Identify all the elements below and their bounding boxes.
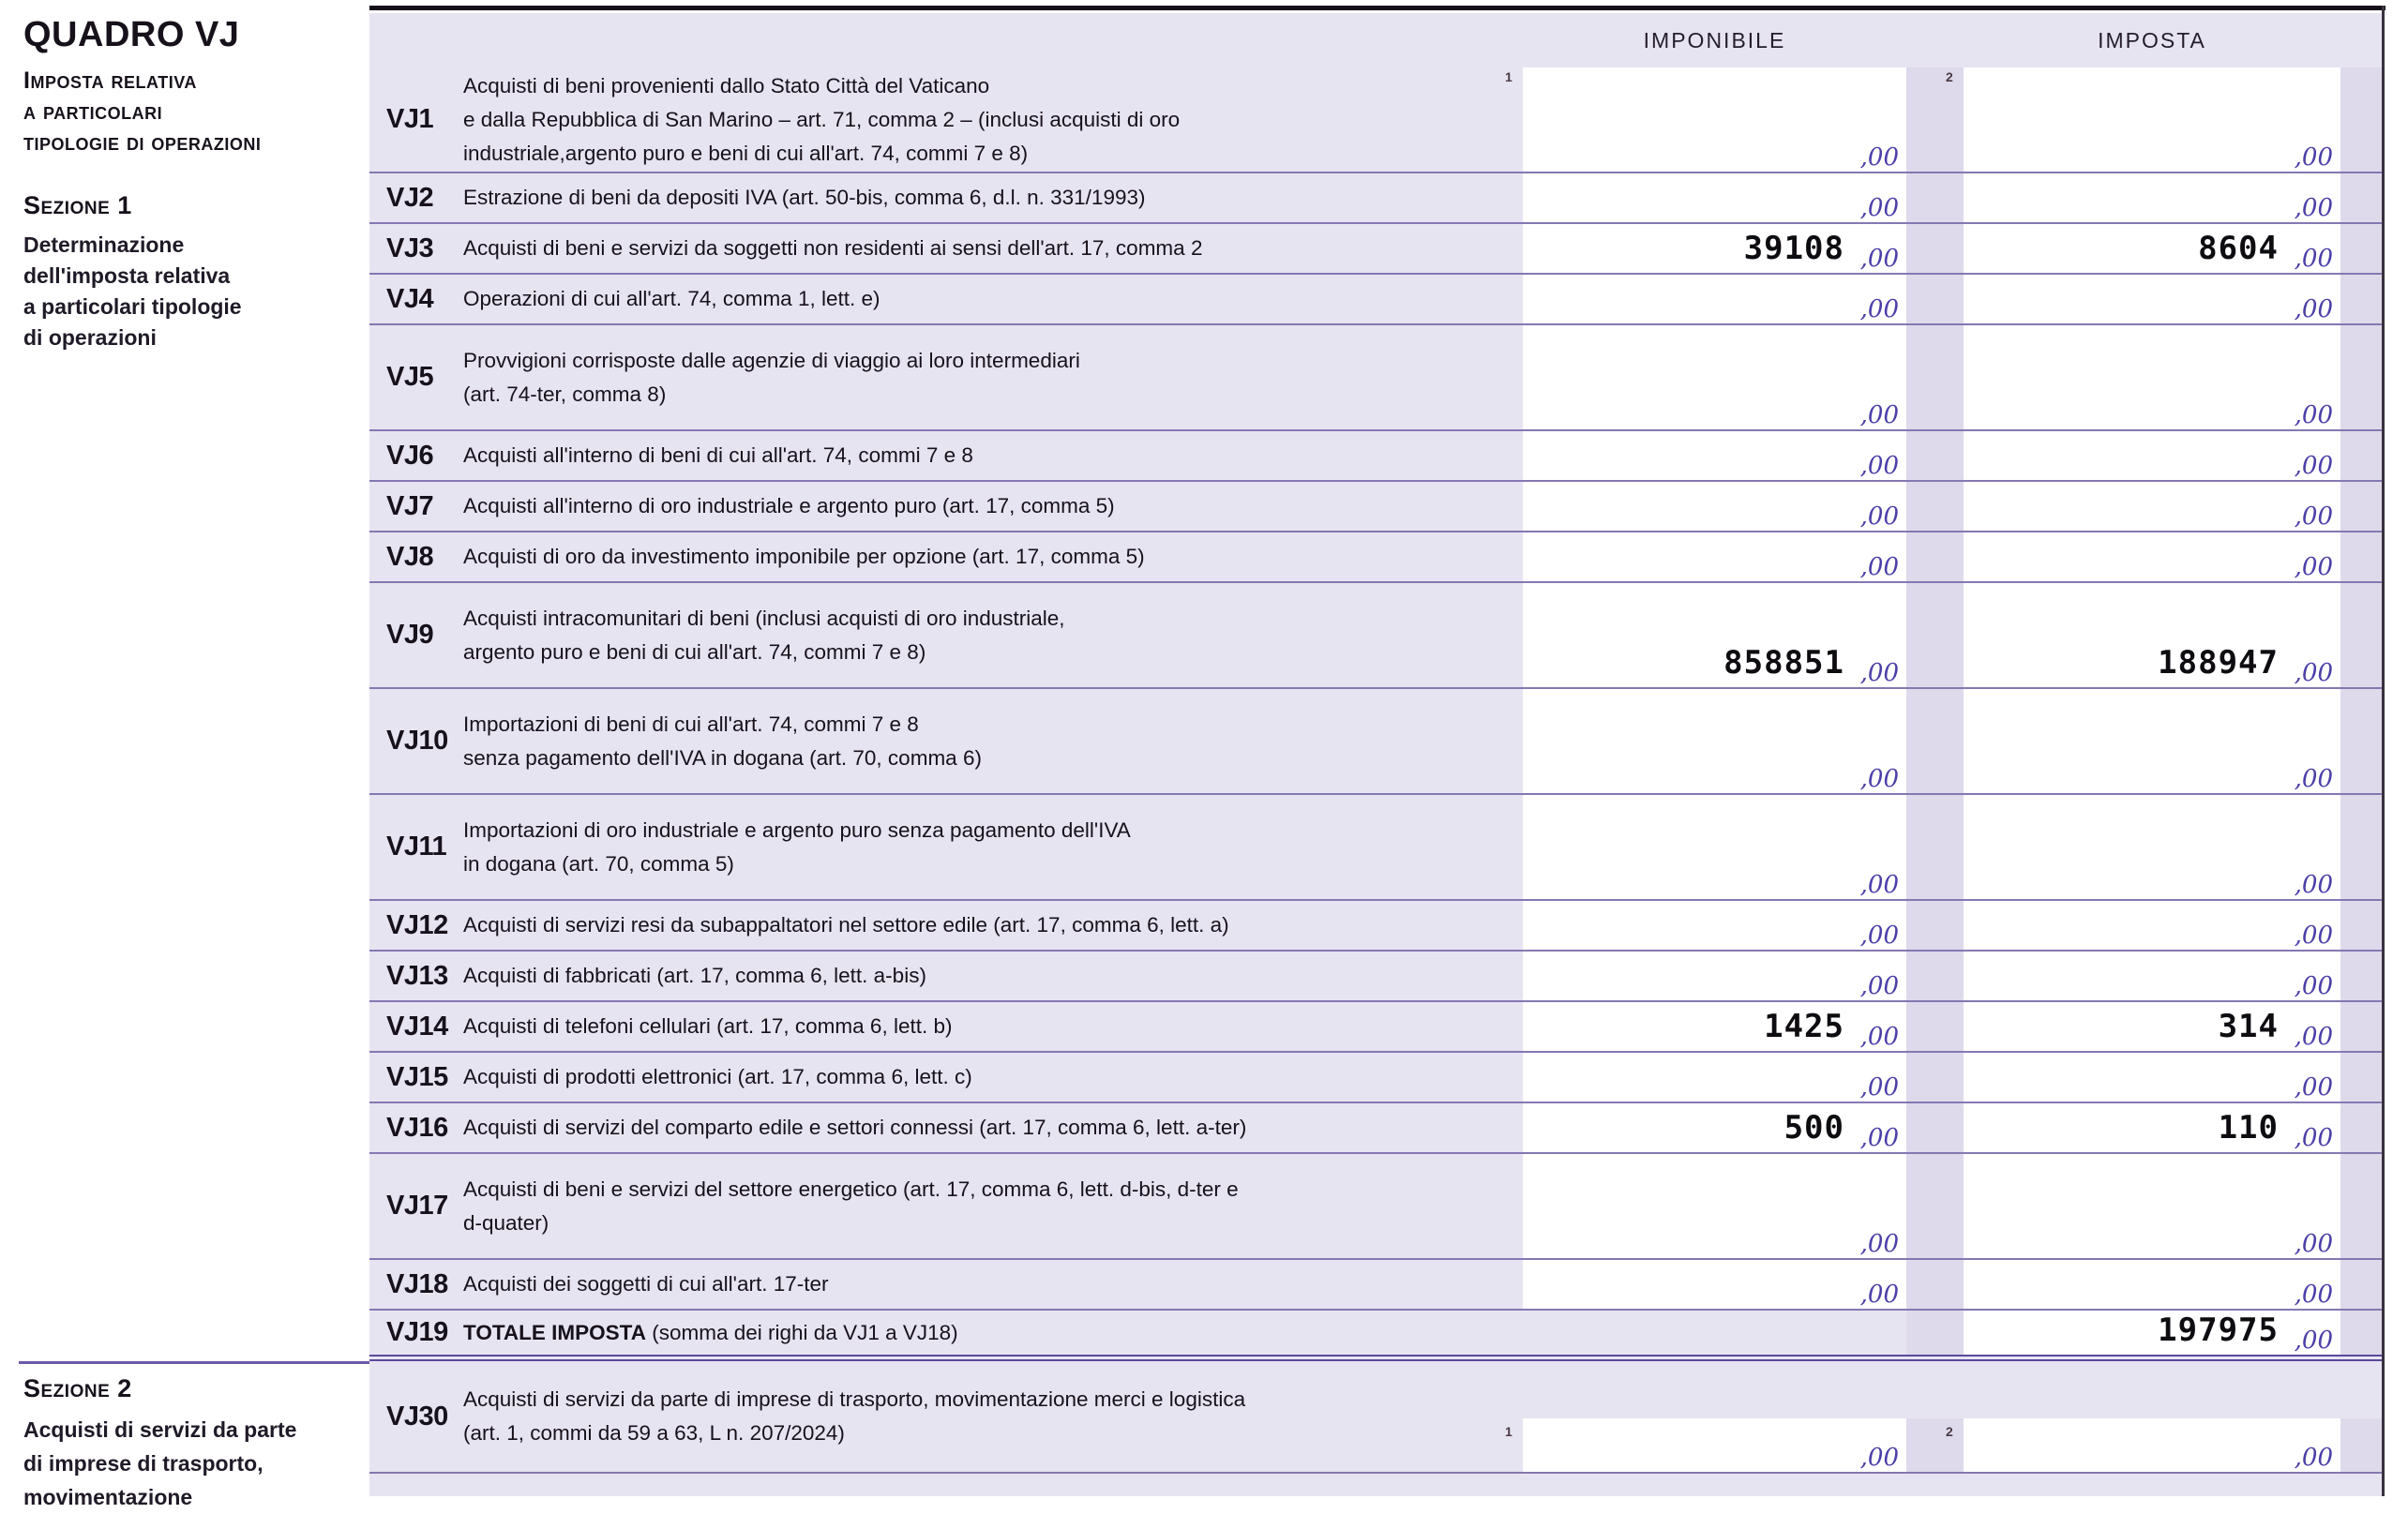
column-gap [1906, 901, 1964, 950]
row-description-VJ11 [463, 795, 1523, 899]
value-area-VJ4 [1523, 275, 2382, 323]
value-area-VJ30 [1505, 1418, 2382, 1472]
cents-label: ,00 [2294, 1327, 2333, 1355]
field-VJ19-imposta-value: 197975 [2158, 1312, 2279, 1349]
table-header [369, 13, 2382, 67]
cents-label: ,00 [2294, 1073, 2333, 1102]
row-inner-VJ10 [369, 689, 1523, 793]
field-VJ9-imponibile-value: 858851 [1723, 644, 1844, 682]
column-gap [1906, 482, 1964, 531]
field-VJ12-imposta[interactable] [1964, 901, 2340, 950]
field-VJ13-imponibile[interactable] [1523, 952, 1906, 1000]
field-VJ18-imponibile[interactable] [1523, 1260, 1906, 1309]
section1-note-line: dell'imposta relativa [23, 263, 231, 288]
cents-label: ,00 [1859, 502, 1899, 531]
description-line: Acquisti di servizi da parte di imprese di trasporto, movimentazione merci e logistica [463, 1387, 1246, 1411]
row-inner-VJ11 [369, 795, 1523, 899]
field-VJ3-imposta-value: 8604 [2198, 230, 2279, 267]
cents-label: ,00 [1859, 553, 1899, 581]
cents-label: ,00 [2294, 1023, 2333, 1051]
field-VJ6-imposta[interactable] [1964, 431, 2340, 480]
column-gap [1906, 1053, 1964, 1102]
field-VJ3-imponibile-value: 39108 [1743, 230, 1844, 267]
value-area-VJ11 [1523, 795, 2382, 899]
row-inner-VJ19 [369, 1311, 1523, 1355]
description-line: Acquisti di beni e servizi da soggetti non residenti ai sensi dell'art. 17, comma 2 [463, 236, 1203, 260]
row-description-VJ15 [463, 1053, 1523, 1102]
description-line: Acquisti di beni provenienti dallo Stato Città del Vaticano [463, 73, 990, 97]
field-VJ15-imponibile[interactable] [1523, 1053, 1906, 1102]
row-code-VJ9: VJ9 [386, 620, 434, 650]
right-pad [2340, 583, 2382, 687]
section2-block [23, 1374, 296, 1514]
cents-label: ,00 [2294, 245, 2333, 273]
description-line: Acquisti di fabbricati (art. 17, comma 6, lett. a-bis) [463, 964, 926, 987]
cents-label: ,00 [2294, 452, 2333, 480]
vj-table [369, 13, 2382, 1496]
cents-label: ,00 [2294, 295, 2333, 323]
row-code-VJ15: VJ15 [386, 1061, 448, 1092]
field-number-marker: 1 [1505, 69, 1513, 84]
column-gap [1906, 952, 1964, 1000]
field-VJ16-imponibile-value: 500 [1783, 1109, 1844, 1147]
row-description-VJ19 [463, 1311, 1523, 1355]
row-code-VJ5: VJ5 [386, 362, 434, 392]
form-subtitle [23, 66, 261, 158]
field-VJ16-imponibile[interactable] [1523, 1103, 1906, 1152]
row-code-VJ11: VJ11 [386, 832, 447, 862]
row-code-VJ30: VJ30 [386, 1401, 448, 1432]
description-line: Importazioni di oro industriale e argento puro senza pagamento dell'IVA [463, 817, 1131, 842]
field-VJ14-imposta[interactable] [1964, 1002, 2340, 1051]
table-row-VJ3 [369, 224, 2382, 275]
field-VJ16-imposta-value: 110 [2218, 1109, 2279, 1147]
field-VJ8-imponibile[interactable] [1523, 532, 1906, 581]
value-area-VJ15 [1523, 1053, 2382, 1102]
description-line: Operazioni di cui all'art. 74, comma 1, lett. e) [463, 287, 880, 310]
description-line: d-quater) [463, 1210, 549, 1235]
column-gap [1906, 1418, 1964, 1472]
table-row-VJ9 [369, 583, 2382, 689]
cents-label: ,00 [2294, 871, 2333, 899]
field-VJ17-imposta[interactable] [1964, 1154, 2340, 1258]
value-area-VJ19 [1523, 1311, 2382, 1355]
section1-note-line: di operazioni [23, 325, 157, 350]
section1-note-line: Determinazione [23, 232, 185, 257]
table-row-VJ30 [369, 1361, 2382, 1496]
row-code-VJ17: VJ17 [386, 1191, 448, 1221]
description-line [463, 1316, 1515, 1350]
right-pad [2340, 325, 2382, 429]
field-VJ12-imponibile[interactable] [1523, 901, 1906, 950]
description-line: Acquisti dei soggetti di cui all'art. 17-ter [463, 1272, 829, 1296]
field-VJ16-imposta[interactable] [1964, 1103, 2340, 1152]
column-gap [1906, 1002, 1964, 1051]
column-gap [1906, 224, 1964, 273]
sidebar [0, 0, 369, 1509]
form-subtitle-line: a particolari [23, 98, 163, 125]
description-line: (art. 74-ter, comma 8) [463, 382, 667, 406]
row-inner-VJ15 [369, 1053, 1523, 1102]
description-line: Acquisti di prodotti elettronici (art. 17, comma 6, lett. c) [463, 1065, 972, 1088]
right-pad [2340, 1311, 2382, 1355]
right-pad [2340, 901, 2382, 950]
field-VJ11-imposta[interactable] [1964, 795, 2340, 899]
top-border-line [17, 6, 2385, 10]
column-gap [1906, 689, 1964, 793]
right-pad [2340, 1002, 2382, 1051]
cents-label: ,00 [1859, 1230, 1899, 1258]
table-row-VJ13 [369, 952, 2382, 1002]
table-row-VJ15 [369, 1053, 2382, 1103]
table-row-VJ11 [369, 795, 2382, 901]
table-row-VJ17 [369, 1154, 2382, 1260]
cents-label: ,00 [1859, 765, 1899, 793]
cents-label: ,00 [2294, 553, 2333, 581]
row-description-VJ3 [463, 224, 1523, 273]
description-line: Acquisti di telefoni cellulari (art. 17, comma 6, lett. b) [463, 1014, 953, 1038]
cents-label: ,00 [2294, 1281, 2333, 1309]
row-inner-VJ14 [369, 1002, 1523, 1051]
description-line: Acquisti di servizi del comparto edile e settori connessi (art. 17, comma 6, lett. a-ter) [463, 1116, 1247, 1139]
cents-label: ,00 [1859, 922, 1899, 950]
row-description-VJ1 [463, 67, 1523, 172]
value-area-VJ9 [1523, 583, 2382, 687]
description-line: (art. 1, commi da 59 a 63, L n. 207/2024) [463, 1421, 845, 1445]
form-subtitle-line: tipologie di operazioni [23, 129, 262, 156]
row-code-VJ19: VJ19 [386, 1317, 448, 1347]
right-pad [2340, 689, 2382, 793]
right-pad [2340, 1260, 2382, 1309]
row-code-VJ6: VJ6 [386, 440, 434, 471]
field-VJ15-imposta[interactable] [1964, 1053, 2340, 1102]
right-pad [2340, 1103, 2382, 1152]
section2-note-line: movimentazione [23, 1485, 193, 1509]
cents-label: ,00 [2294, 502, 2333, 531]
field-VJ14-imponibile-value: 1425 [1764, 1008, 1844, 1045]
row-description-VJ8 [463, 532, 1523, 581]
row-code-VJ3: VJ3 [386, 232, 434, 263]
row-inner-VJ18 [369, 1260, 1523, 1309]
row-description-VJ6 [463, 431, 1523, 480]
right-pad [2340, 795, 2382, 899]
right-pad [2340, 1418, 2382, 1472]
value-area-VJ3 [1523, 224, 2382, 273]
field-VJ6-imponibile[interactable] [1523, 431, 1906, 480]
section1-note-line: a particolari tipologie [23, 294, 242, 319]
value-area-VJ14 [1523, 1002, 2382, 1051]
row-description-VJ4 [463, 275, 1523, 323]
right-pad [2340, 482, 2382, 531]
field-VJ1-imponibile[interactable] [1505, 67, 1906, 172]
right-pad [2340, 1053, 2382, 1102]
description-line: e dalla Repubblica di San Marino – art. 71, comma 2 – (inclusi acquisti di oro [463, 107, 1181, 131]
row-description-VJ7 [463, 482, 1523, 531]
right-pad [2340, 431, 2382, 480]
row-code-VJ14: VJ14 [386, 1011, 448, 1042]
field-VJ3-imposta[interactable] [1964, 224, 2340, 273]
description-line: Acquisti all'interno di beni di cui all'art. 74, commi 7 e 8 [463, 443, 973, 467]
cents-label: ,00 [2294, 401, 2333, 429]
field-VJ4-imposta[interactable] [1964, 275, 2340, 323]
field-VJ1-imposta[interactable] [1946, 67, 2340, 172]
cents-label: ,00 [1859, 194, 1899, 222]
field-VJ10-imponibile[interactable] [1523, 689, 1906, 793]
cents-label: ,00 [1859, 1073, 1899, 1102]
description-line: Acquisti di servizi resi da subappaltatori nel settore edile (art. 17, comma 6, lett. a) [463, 913, 1229, 937]
column-gap [1906, 325, 1964, 429]
field-number-marker: 2 [1946, 69, 1953, 84]
cents-label: ,00 [2294, 765, 2333, 793]
row-inner-VJ6 [369, 431, 1523, 480]
table-row-VJ14 [369, 1002, 2382, 1053]
row-inner-VJ5 [369, 325, 1523, 429]
field-VJ14-imponibile[interactable] [1523, 1002, 1906, 1051]
cents-label: ,00 [1859, 972, 1899, 1000]
row-inner-VJ3 [369, 224, 1523, 273]
cents-label: ,00 [1859, 295, 1899, 323]
row-inner-VJ4 [369, 275, 1523, 323]
section1-label: Sezione 1 [23, 191, 132, 219]
cents-label: ,00 [1859, 1124, 1899, 1152]
field-VJ30-imposta[interactable] [1946, 1418, 2340, 1472]
cents-label: ,00 [2294, 1124, 2333, 1152]
value-area-VJ7 [1523, 482, 2382, 531]
cents-label: ,00 [2294, 1230, 2333, 1258]
field-VJ13-imposta[interactable] [1964, 952, 2340, 1000]
value-area-VJ16 [1523, 1103, 2382, 1152]
table-row-VJ12 [369, 901, 2382, 952]
value-area-VJ17 [1523, 1154, 2382, 1258]
field-VJ9-imposta-value: 188947 [2158, 644, 2279, 682]
section2-note-line: di imprese di trasporto, [23, 1451, 263, 1476]
value-area-VJ5 [1523, 325, 2382, 429]
row-inner-VJ1 [369, 67, 1523, 172]
table-row-VJ6 [369, 431, 2382, 482]
column-gap [1906, 173, 1964, 222]
section2-divider [19, 1361, 369, 1364]
cents-label: ,00 [1859, 401, 1899, 429]
section2-note-line: Acquisti di servizi da parte [23, 1417, 297, 1442]
value-area-VJ12 [1523, 901, 2382, 950]
field-VJ18-imposta[interactable] [1964, 1260, 2340, 1309]
field-number-marker: 2 [1946, 1424, 1953, 1439]
row-description-VJ2 [463, 173, 1523, 222]
value-area-VJ6 [1523, 431, 2382, 480]
row-description-VJ14 [463, 1002, 1523, 1051]
right-pad [2340, 275, 2382, 323]
cents-label: ,00 [2294, 922, 2333, 950]
row-inner-VJ12 [369, 901, 1523, 950]
row-code-VJ4: VJ4 [386, 283, 434, 314]
row-bottom-rule [369, 1472, 2382, 1474]
right-border-line [2382, 6, 2385, 1496]
row-description-VJ16 [463, 1103, 1523, 1152]
row-code-VJ7: VJ7 [386, 490, 434, 521]
table-row-VJ19 [369, 1311, 2382, 1361]
field-VJ4-imponibile[interactable] [1523, 275, 1906, 323]
field-VJ10-imposta[interactable] [1964, 689, 2340, 793]
description-line: Acquisti all'interno di oro industriale e argento puro (art. 17, comma 5) [463, 494, 1115, 517]
table-row-VJ10 [369, 689, 2382, 795]
description-line: Importazioni di beni di cui all'art. 74, commi 7 e 8 [463, 712, 919, 736]
column-gap [1906, 1260, 1964, 1309]
row-code-VJ16: VJ16 [386, 1112, 448, 1143]
no-field-VJ19-imponibile [1523, 1311, 1906, 1355]
field-VJ11-imponibile[interactable] [1523, 795, 1906, 899]
row-code-VJ10: VJ10 [386, 726, 448, 756]
field-VJ3-imponibile[interactable] [1523, 224, 1906, 273]
right-pad [2340, 952, 2382, 1000]
description-line: senza pagamento dell'IVA in dogana (art. 70, comma 6) [463, 745, 982, 770]
right-pad [2340, 532, 2382, 581]
value-area-VJ8 [1523, 532, 2382, 581]
field-VJ2-imposta[interactable] [1964, 173, 2340, 222]
cents-label: ,00 [1859, 1023, 1899, 1051]
row-description-VJ13 [463, 952, 1523, 1000]
row-description-VJ17 [463, 1154, 1523, 1258]
row-description-VJ10 [463, 689, 1523, 793]
field-VJ30-imponibile[interactable] [1505, 1418, 1906, 1472]
table-row-VJ7 [369, 482, 2382, 532]
row-code-VJ2: VJ2 [386, 182, 434, 213]
section1-note [23, 230, 242, 353]
value-area-VJ18 [1523, 1260, 2382, 1309]
column-gap [1906, 431, 1964, 480]
column-gap [1906, 1103, 1964, 1152]
row-code-VJ12: VJ12 [386, 909, 448, 940]
description-line: Acquisti di oro da investimento imponibile per opzione (art. 17, comma 5) [463, 545, 1145, 568]
column-gap [1906, 583, 1964, 687]
cents-label: ,00 [2294, 972, 2333, 1000]
value-area-VJ13 [1523, 952, 2382, 1000]
section1-block [23, 191, 242, 353]
field-VJ9-imponibile[interactable] [1523, 583, 1906, 687]
cents-label: ,00 [2294, 143, 2333, 172]
cents-label: ,00 [1859, 1281, 1899, 1309]
field-number-marker: 1 [1505, 1424, 1513, 1439]
description-line: industriale,argento puro e beni di cui all'art. 74, commi 7 e 8) [463, 141, 1029, 165]
row-inner-VJ17 [369, 1154, 1523, 1258]
table-row-VJ2 [369, 173, 2382, 224]
description-line: argento puro e beni di cui all'art. 74, commi 7 e 8) [463, 639, 926, 664]
row-inner-VJ7 [369, 482, 1523, 531]
right-pad [2340, 1154, 2382, 1258]
right-pad [2340, 224, 2382, 273]
field-VJ19-imposta[interactable] [1964, 1311, 2340, 1355]
column-gap [1906, 275, 1964, 323]
description-line: Acquisti di beni e servizi del settore energetico (art. 17, comma 6, lett. d-bis, d-ter e [463, 1177, 1239, 1201]
field-VJ7-imponibile[interactable] [1523, 482, 1906, 531]
row-description-VJ12 [463, 901, 1523, 950]
field-VJ5-imposta[interactable] [1964, 325, 2340, 429]
row-code-VJ8: VJ8 [386, 541, 434, 572]
table-row-VJ18 [369, 1260, 2382, 1311]
row-description-VJ5 [463, 325, 1523, 429]
cents-label: ,00 [1859, 452, 1899, 480]
table-row-VJ5 [369, 325, 2382, 431]
description-bold: TOTALE IMPOSTA [463, 1320, 646, 1344]
row-inner-VJ9 [369, 583, 1523, 687]
field-VJ5-imponibile[interactable] [1523, 325, 1906, 429]
row-inner-VJ2 [369, 173, 1523, 222]
row-code-VJ13: VJ13 [386, 960, 448, 991]
value-area-VJ1 [1505, 67, 2382, 172]
form-subtitle-line: Imposta relativa [23, 67, 197, 94]
row-inner-VJ13 [369, 952, 1523, 1000]
column-gap [1906, 1311, 1964, 1355]
value-area-VJ2 [1523, 173, 2382, 222]
column-gap [1906, 795, 1964, 899]
description-line: Provvigioni corrisposte dalle agenzie di viaggio ai loro intermediari [463, 348, 1080, 372]
form-title: QUADRO VJ [23, 15, 240, 54]
section2-note [23, 1413, 296, 1514]
cents-label: ,00 [2294, 1444, 2333, 1472]
description-rest: (somma dei righi da VJ1 a VJ18) [646, 1320, 958, 1344]
table-body [369, 67, 2382, 1496]
column-gap [1906, 532, 1964, 581]
cents-label: ,00 [2294, 659, 2333, 687]
table-row-VJ1 [369, 67, 2382, 173]
section2-label: Sezione 2 [23, 1374, 132, 1402]
cents-label: ,00 [1859, 245, 1899, 273]
row-code-VJ1: VJ1 [386, 104, 434, 134]
column-header-imposta: IMPOSTA [2098, 27, 2206, 52]
row-inner-VJ8 [369, 532, 1523, 581]
column-gap [1906, 67, 1964, 172]
cents-label: ,00 [1859, 1444, 1899, 1472]
table-row-VJ8 [369, 532, 2382, 583]
row-code-VJ18: VJ18 [386, 1268, 448, 1299]
column-gap [1906, 1154, 1964, 1258]
row-description-VJ9 [463, 583, 1523, 687]
description-line: Acquisti intracomunitari di beni (inclusi acquisti di oro industriale, [463, 606, 1065, 630]
field-VJ9-imposta[interactable] [1964, 583, 2340, 687]
field-VJ14-imposta-value: 314 [2218, 1008, 2279, 1045]
cents-label: ,00 [1859, 143, 1899, 172]
description-line: Estrazione di beni da depositi IVA (art. 50-bis, comma 6, d.l. n. 331/1993) [463, 186, 1146, 209]
table-row-VJ16 [369, 1103, 2382, 1154]
cents-label: ,00 [1859, 871, 1899, 899]
field-VJ7-imposta[interactable] [1964, 482, 2340, 531]
table-row-VJ4 [369, 275, 2382, 325]
cents-label: ,00 [1859, 659, 1899, 687]
description-line: in dogana (art. 70, comma 5) [463, 851, 734, 876]
field-VJ8-imposta[interactable] [1964, 532, 2340, 581]
field-VJ17-imponibile[interactable] [1523, 1154, 1906, 1258]
row-description-VJ18 [463, 1260, 1523, 1309]
cents-label: ,00 [2294, 194, 2333, 222]
value-area-VJ10 [1523, 689, 2382, 793]
column-header-imponibile: IMPONIBILE [1643, 27, 1786, 52]
right-pad [2340, 173, 2382, 222]
right-pad [2340, 67, 2382, 172]
field-VJ2-imponibile[interactable] [1523, 173, 1906, 222]
row-inner-VJ16 [369, 1103, 1523, 1152]
